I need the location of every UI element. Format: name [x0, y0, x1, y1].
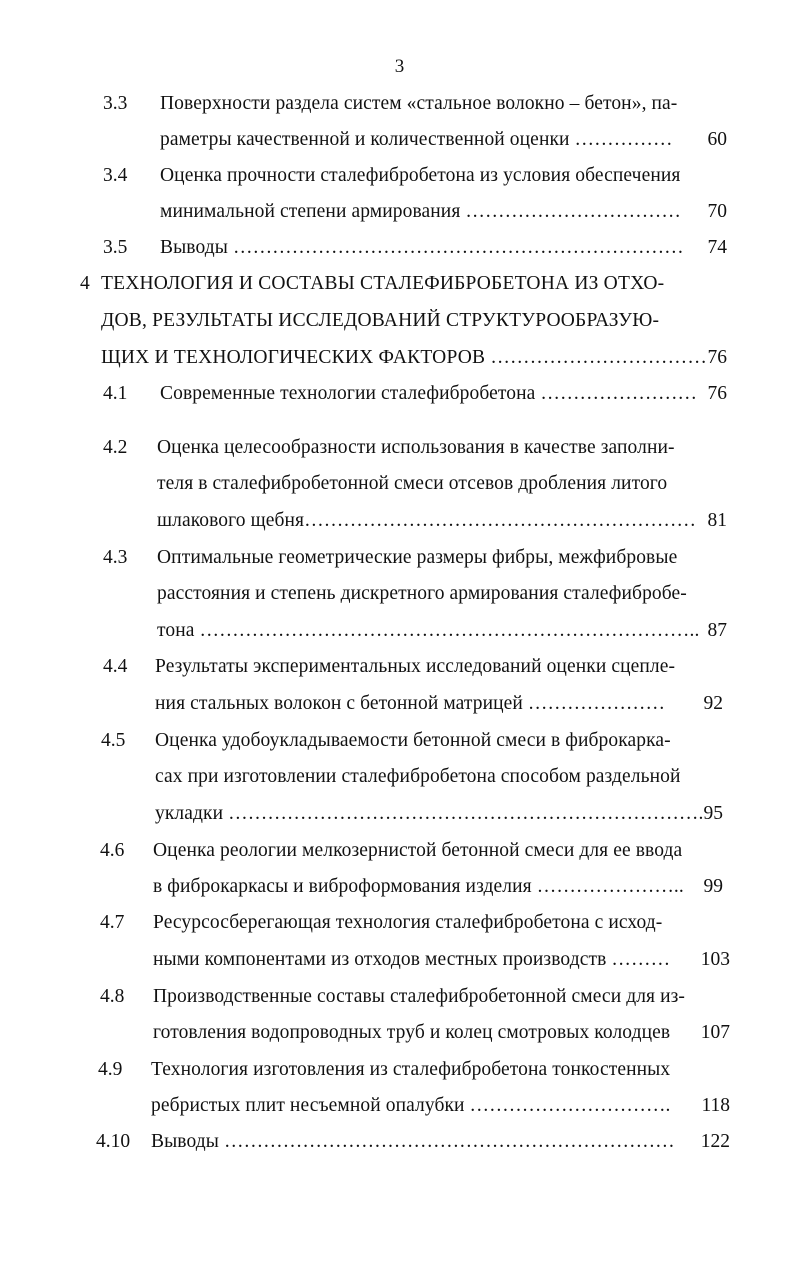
- toc-entry-number: 4.7: [100, 912, 125, 933]
- toc-entry-line: Выводы ……………………………………………………………: [151, 1131, 675, 1152]
- toc-entry-number: 4.4: [103, 656, 128, 677]
- toc-entry-line: в фиброкаркасы и виброформования изделия …………………..: [153, 876, 684, 897]
- toc-entry-line: раметры качественной и количественной оценки ……………: [160, 129, 673, 150]
- toc-entry-line: Оценка реологии мелкозернистой бетонной смеси для ее ввода: [153, 840, 683, 861]
- toc-entry-line: теля в сталефибробетонной смеси отсевов дробления литого: [157, 473, 668, 494]
- toc-entry-number: 4.10: [96, 1131, 131, 1152]
- toc-entry-line: Выводы ……………………………………………………………: [160, 237, 684, 258]
- page-number: 3: [394, 56, 405, 77]
- toc-entry-number: 3.3: [103, 93, 128, 114]
- toc-entry-page: 122: [700, 1131, 730, 1152]
- toc-entry-page: 76: [707, 383, 727, 404]
- toc-entry-line: Оценка прочности сталефибробетона из условия обеспечения: [160, 165, 681, 186]
- toc-entry-line: готовления водопроводных труб и колец смотровых колодцев: [153, 1022, 671, 1043]
- toc-entry-line: ребристых плит несъемной опалубки ………………………….: [151, 1095, 671, 1116]
- toc-entry-line: Поверхности раздела систем «стальное волокно – бетон», па-: [160, 93, 678, 114]
- toc-entry-line: тона …………………………………………………………………..: [157, 620, 700, 641]
- toc-entry-page: 76: [707, 347, 727, 368]
- toc-entry-line: шлакового щебня……………………………………………………: [157, 510, 697, 531]
- toc-entry-line: укладки ……………………………………………………………….: [155, 803, 704, 824]
- toc-entry-number: 4.9: [98, 1059, 123, 1080]
- toc-entry-number: 4.6: [100, 840, 125, 861]
- toc-entry-line: ными компонентами из отходов местных производств ………: [153, 949, 671, 970]
- toc-entry-page: 107: [700, 1022, 730, 1043]
- toc-entry-number: 4.5: [101, 730, 126, 751]
- toc-entry-number: 4.1: [103, 383, 128, 404]
- toc-entry-line: Оценка удобоукладываемости бетонной смеси в фиброкарка-: [155, 730, 671, 751]
- toc-entry-number: 4.8: [100, 986, 125, 1007]
- toc-entry-line: Оптимальные геометрические размеры фибры, межфибровые: [157, 547, 678, 568]
- toc-entry-line: Оценка целесообразности использования в качестве заполни-: [157, 437, 675, 458]
- toc-entry-number: 3.5: [103, 237, 128, 258]
- toc-entry-line: сах при изготовлении сталефибробетона способом раздельной: [155, 766, 681, 787]
- chapter-number: 4: [80, 273, 90, 294]
- toc-entry-page: 70: [707, 201, 727, 222]
- toc-entry-line: Технология изготовления из сталефибробетона тонкостенных: [151, 1059, 671, 1080]
- toc-entry-line: расстояния и степень дискретного армирования сталефибробе-: [157, 583, 687, 604]
- toc-entry-page: 99: [703, 876, 723, 897]
- toc-entry-line: Производственные составы сталефибробетонной смеси для из-: [153, 986, 686, 1007]
- toc-entry-page: 60: [707, 129, 727, 150]
- toc-entry-line: Современные технологии сталефибробетона ……………………: [160, 383, 698, 404]
- toc-entry-page: 118: [701, 1095, 730, 1116]
- toc-entry-line: Результаты экспериментальных исследований оценки сцепле-: [155, 656, 676, 677]
- toc-entry-number: 4.3: [103, 547, 128, 568]
- toc-entry-line: минимальной степени армирования ……………………………: [160, 201, 681, 222]
- toc-entry-page: 92: [703, 693, 723, 714]
- toc-entry-page: 95: [703, 803, 723, 824]
- toc-entry-number: 4.2: [103, 437, 128, 458]
- toc-entry-page: 74: [707, 237, 727, 258]
- chapter-title-line: ТЕХНОЛОГИЯ И СОСТАВЫ СТАЛЕФИБРОБЕТОНА ИЗ ОТХО-: [101, 273, 665, 294]
- toc-entry-page: 103: [700, 949, 730, 970]
- chapter-title-line: ЩИХ И ТЕХНОЛОГИЧЕСКИХ ФАКТОРОВ ……………………………: [101, 347, 708, 368]
- toc-entry-page: 81: [707, 510, 727, 531]
- chapter-title-line: ДОВ, РЕЗУЛЬТАТЫ ИССЛЕДОВАНИЙ СТРУКТУРООБРАЗУЮ-: [101, 310, 660, 331]
- toc-entry-line: ния стальных волокон с бетонной матрицей …………………: [155, 693, 666, 714]
- toc-entry-line: Ресурсосберегающая технология сталефибробетона с исход-: [153, 912, 663, 933]
- toc-entry-page: 87: [707, 620, 727, 641]
- toc-entry-number: 3.4: [103, 165, 128, 186]
